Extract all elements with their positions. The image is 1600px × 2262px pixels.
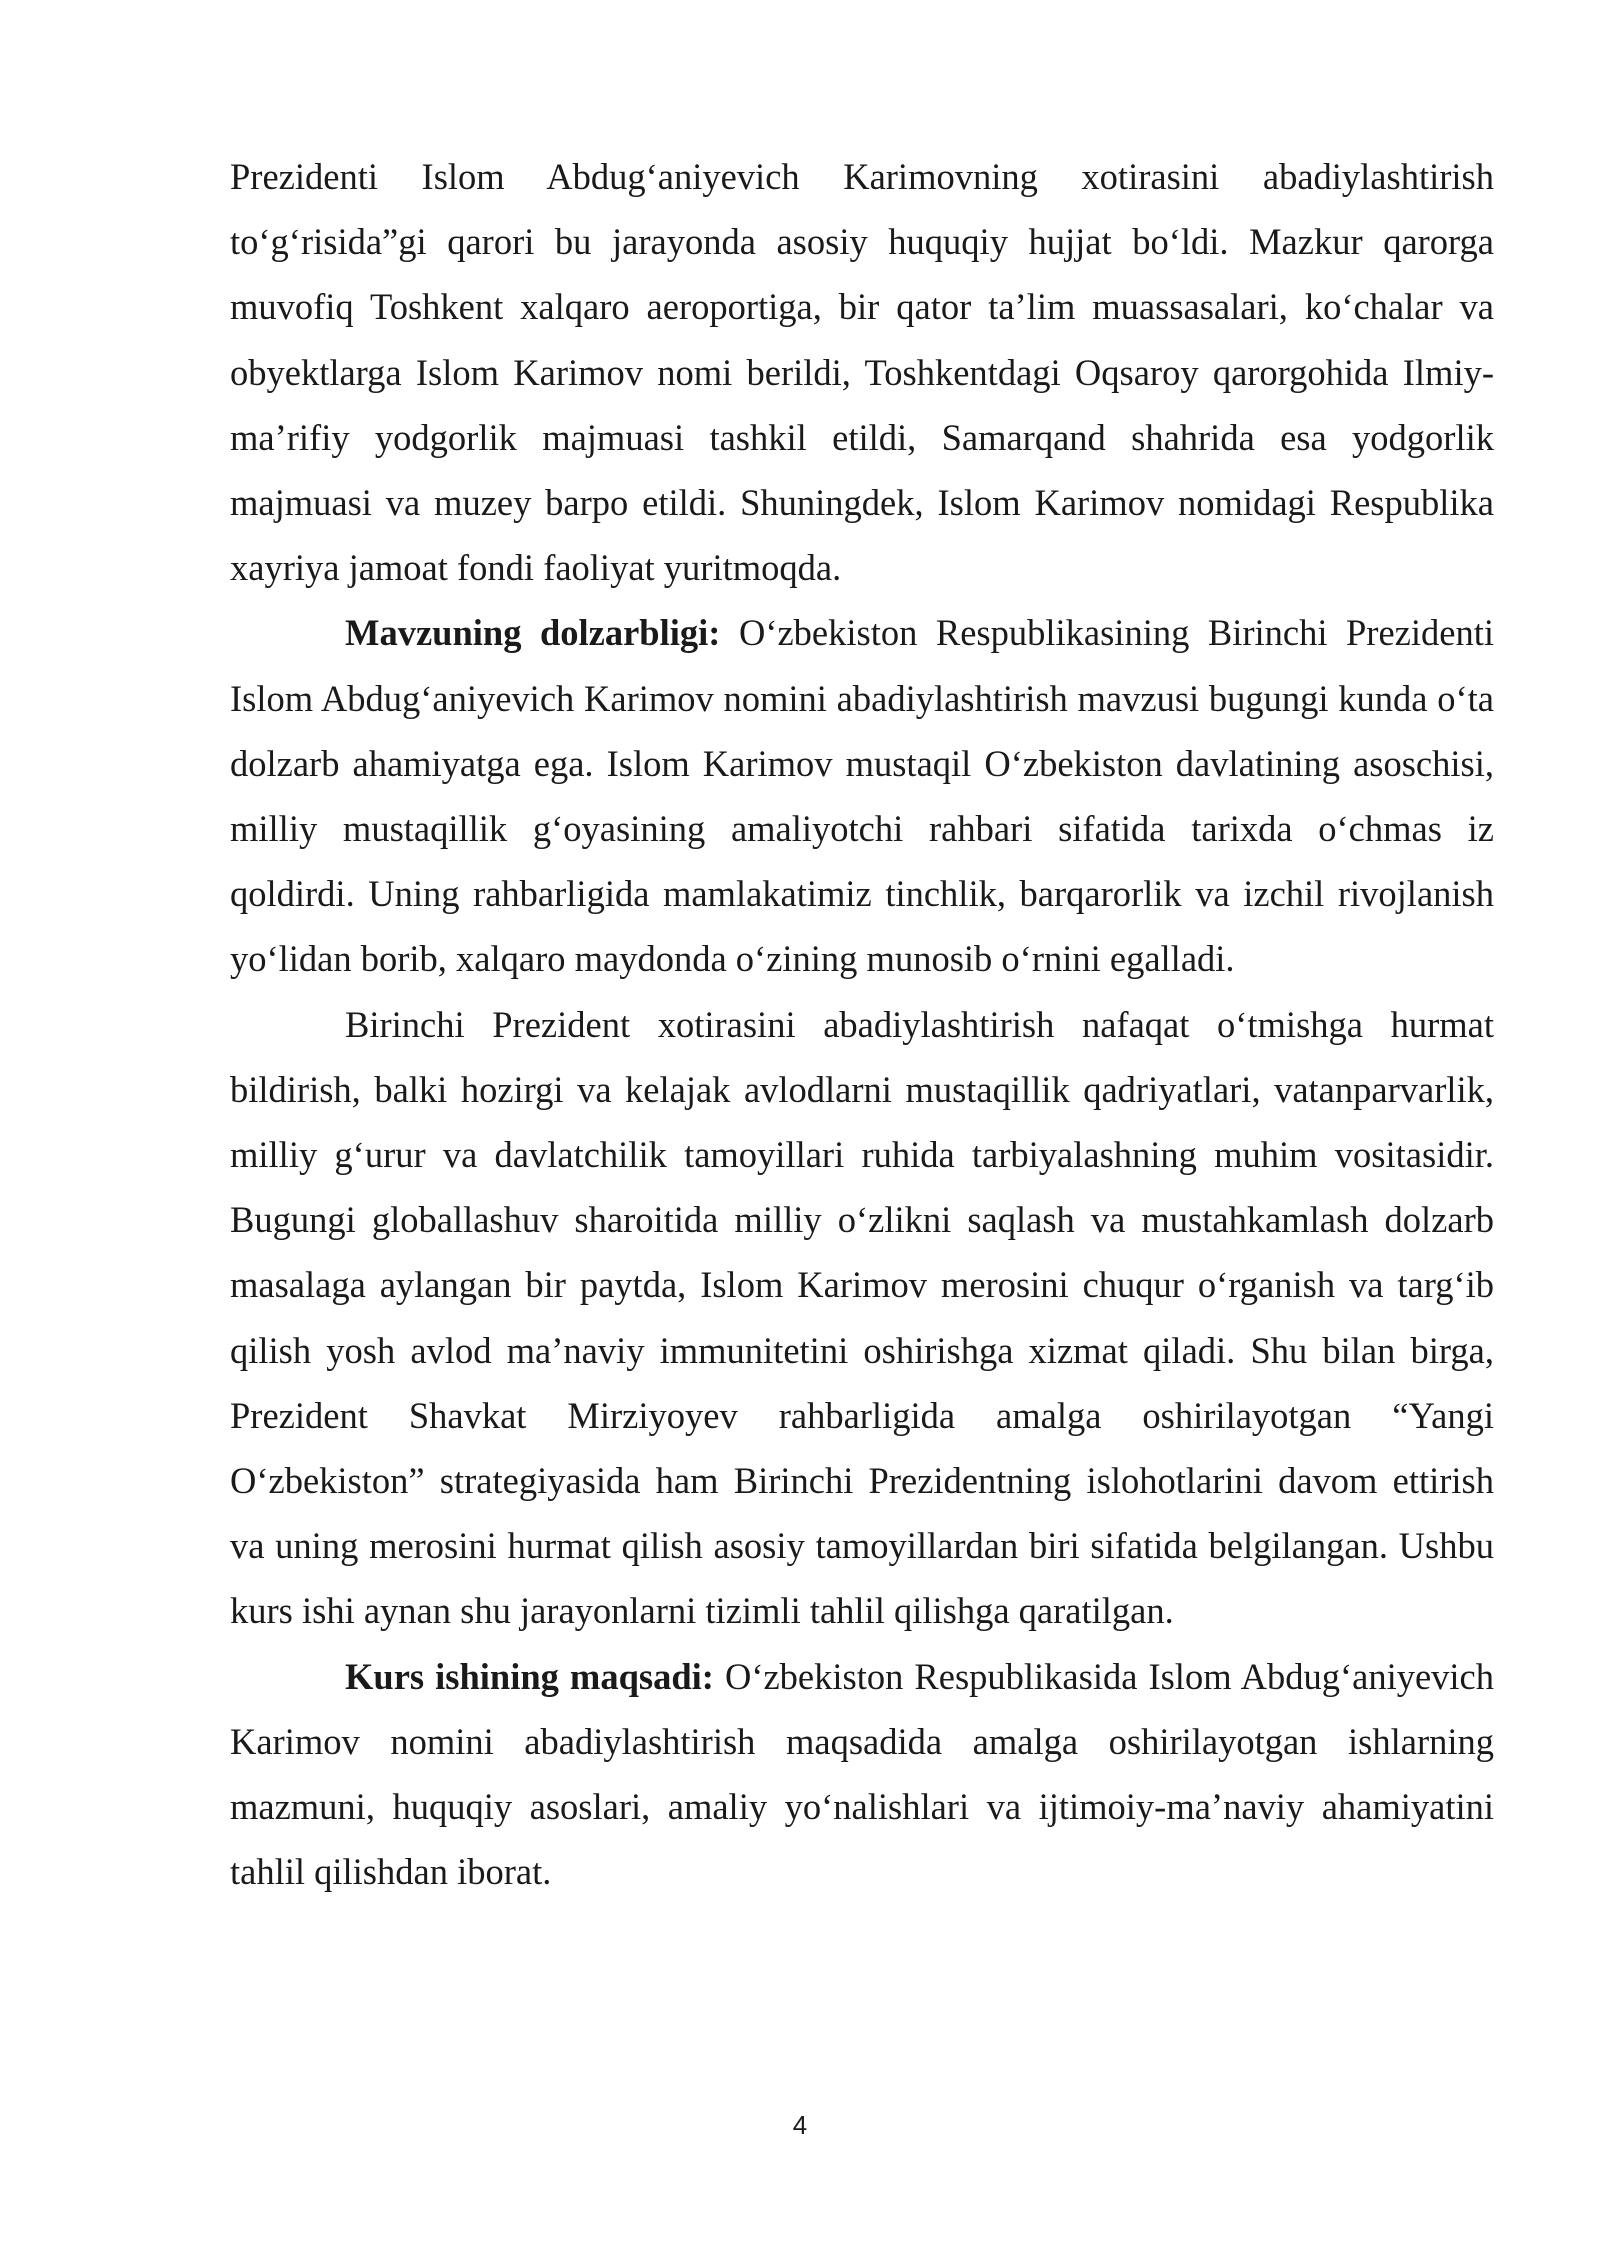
paragraph-text: O‘zbekiston Respublikasining Birinchi Prezidenti Islom Abdug‘aniyevich Karimov nomini abadiylashtirish mavzusi bugungi kunda o‘ta dolzarb ahamiyatga ega. Islom Karimov mustaqil O‘zbekiston davlatining asoschisi, milliy mustaqillik g‘oyasining amaliyotchi rahbari sifatida tarixda o‘chmas iz qoldirdi. Uning rahbarligida mamlakatimiz tinchlik, barqarorlik va izchil rivojlanish yo‘lidan borib, xalqaro maydonda o‘zining munosib o‘rnini egalladi. [230, 612, 1494, 980]
paragraph-text: Prezidenti Islom Abdug‘aniyevich Karimovning xotirasini abadiylashtirish to‘g‘risida”gi qarori bu jarayonda asosiy huquqiy hujjat bo‘ldi. Mazkur qarorga muvofiq Toshkent xalqaro aeroportiga, bir qator ta’lim muassasalari, ko‘chalar va obyektlarga Islom Karimov nomi berildi, Toshkentdagi Oqsaroy qarorgohida Ilmiy-ma’rifiy yodgorlik majmuasi tashkil etildi, Samarqand shahrida esa yodgorlik majmuasi va muzey barpo etildi. Shuningdek, Islom Karimov nomidagi Respublika xayriya jamoat fondi faoliyat yuritmoqda. [230, 156, 1494, 589]
paragraph-goal [230, 1644, 1494, 1905]
paragraph-text: Birinchi Prezident xotirasini abadiylashtirish nafaqat o‘tmishga hurmat bildirish, balki hozirgi va kelajak avlodlarni mustaqillik qadriyatlari, vatanparvarlik, milliy g‘urur va davlatchilik tamoyillari ruhida tarbiyalashning muhim vositasidir. Bugungi globallashuv sharoitida milliy o‘zlikni saqlash va mustahkamlash dolzarb masalaga aylangan bir paytda, Islom Karimov merosini chuqur o‘rganish va targ‘ib qilish yosh avlod ma’naviy immunitetini oshirishga xizmat qiladi. Shu bilan birga, Prezident Shavkat Mirziyoyev rahbarligida amalga oshirilayotgan “Yangi O‘zbekiston” strategiyasida ham Birinchi Prezidentning islohotlarini davom ettirish va uning merosini hurmat qilish asosiy tamoyillardan biri sifatida belgilangan. Ushbu kurs ishi aynan shu jarayonlarni tizimli tahlil qilishga qaratilgan. [230, 1003, 1494, 1632]
paragraph-lead-relevance: Mavzuning dolzarbligi: [345, 612, 721, 654]
page-number: 4 [792, 2110, 808, 2140]
paragraph-memory [230, 992, 1494, 1644]
paragraph-continuation [230, 144, 1494, 600]
paragraph-lead-goal: Kurs ishining maqsadi: [345, 1655, 714, 1697]
paragraph-relevance [230, 600, 1494, 991]
document-body [230, 144, 1494, 1904]
paragraph-text: O‘zbekiston Respublikasida Islom Abdug‘aniyevich Karimov nomini abadiylashtirish maqsadida amalga oshirilayotgan ishlarning mazmuni, huquqiy asoslari, amaliy yo‘nalishlari va ijtimoiy-ma’naviy ahamiyatini tahlil qilishdan iborat. [230, 1655, 1495, 1893]
